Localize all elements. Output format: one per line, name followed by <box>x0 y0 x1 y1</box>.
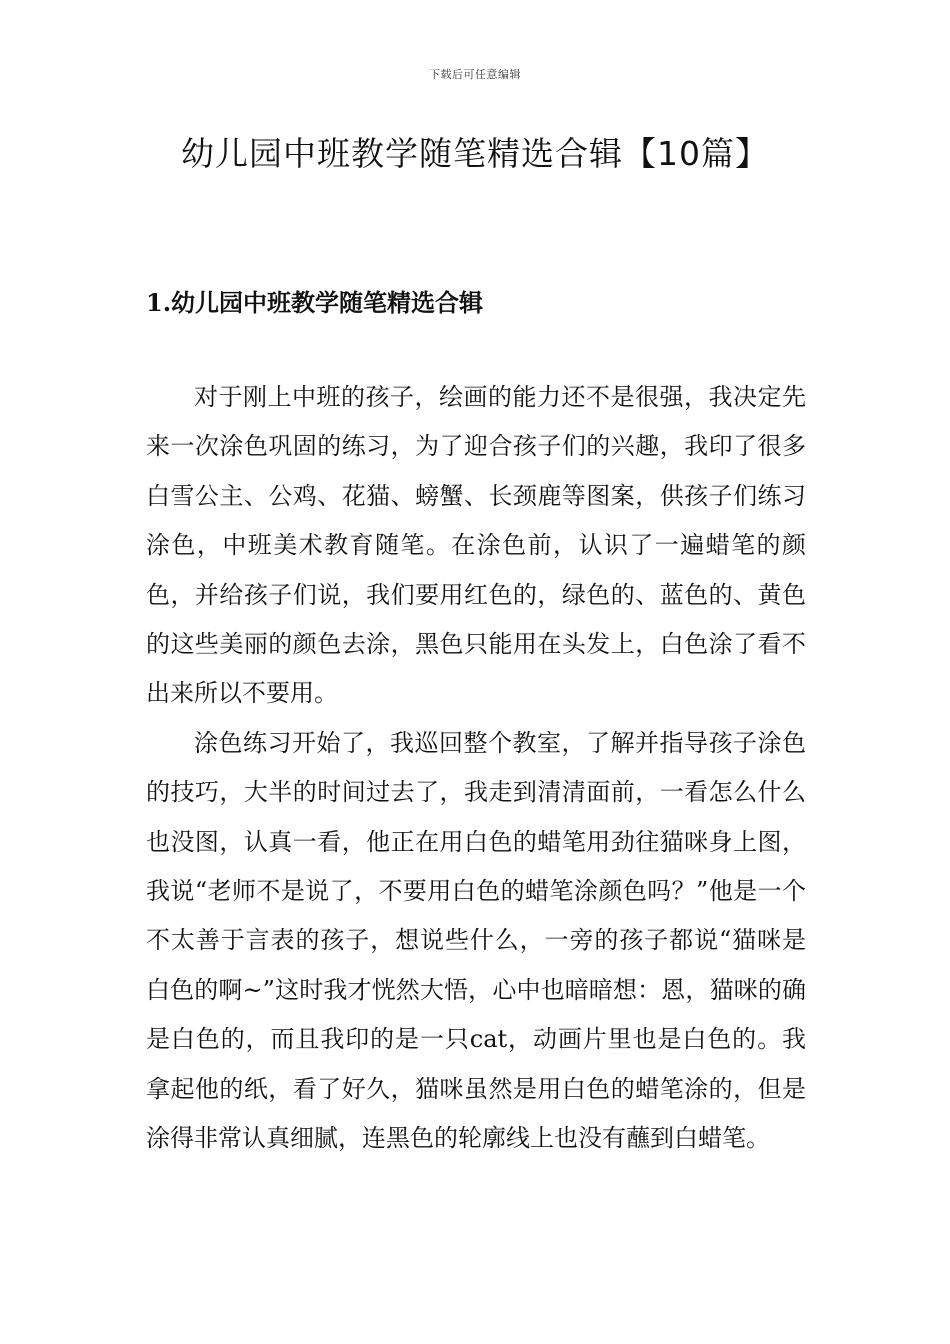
document-body <box>146 373 806 1164</box>
document-title: 幼儿园中班教学随笔精选合辑【10篇】 <box>181 134 769 173</box>
paragraph-1: 对于刚上中班的孩子，绘画的能力还不是很强，我决定先来一次涂色巩固的练习，为了迎合孩子们的兴趣，我印了很多白雪公主、公鸡、花猫、螃蟹、长颈鹿等图案，供孩子们练习涂色，中班美术教育随笔。在涂色前，认识了一遍蜡笔的颜色，并给孩子们说，我们要用红色的，绿色的、蓝色的、黄色的这些美丽的颜色去涂，黑色只能用在头发上，白色涂了看不出来所以不要用。 <box>146 383 806 708</box>
paragraph-2: 涂色练习开始了，我巡回整个教室，了解并指导孩子涂色的技巧，大半的时间过去了，我走到清清面前，一看怎么什么也没图，认真一看，他正在用白色的蜡笔用劲往猫咪身上图，我说“老师不是说了，不要用白色的蜡笔涂颜色吗？”他是一个不太善于言表的孩子，想说些什么，一旁的孩子都说“猫咪是白色的啊~”这时我才恍然大悟，心中也暗暗想：恩，猫咪的确是白色的，而且我印的是一只cat，动画片里也是白色的。我拿起他的纸，看了好久，猫咪虽然是用白色的蜡笔涂的，但是涂得非常认真细腻，连黑色的轮廓线上也没有蘸到白蜡笔。 <box>146 728 806 1153</box>
section-heading: 1.幼儿园中班教学随笔精选合辑 <box>146 288 484 317</box>
header-note: 下载后可任意编辑 <box>429 68 521 81</box>
